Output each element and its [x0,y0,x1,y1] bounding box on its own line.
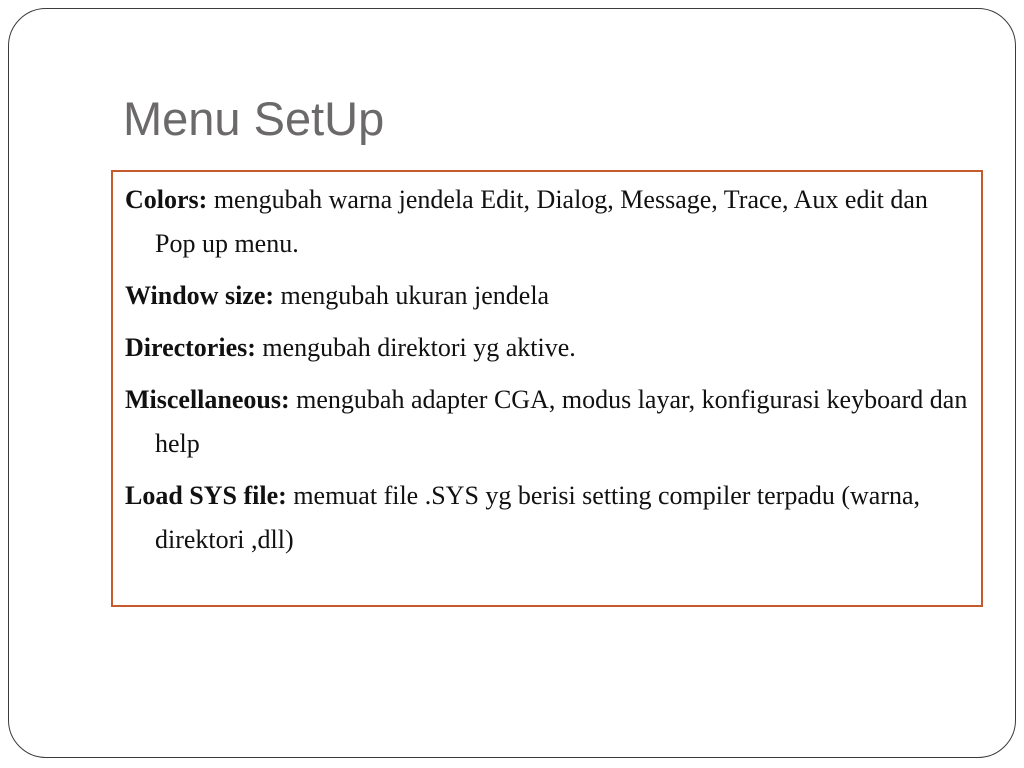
content-box [111,170,983,607]
item-term: Miscellaneous: [125,385,290,414]
item-description: mengubah adapter CGA, modus layar, konfigurasi keyboard dan help [155,385,968,458]
item-description: memuat file .SYS yg berisi setting compiler terpadu (warna, direktori ,dll) [155,481,921,554]
item-term: Load SYS file: [125,481,287,510]
item-description: mengubah direktori yg aktive. [255,333,576,362]
item-description: mengubah warna jendela Edit, Dialog, Message, Trace, Aux edit dan Pop up menu. [155,185,928,258]
item-miscellaneous [125,378,969,466]
item-term: Window size: [125,281,275,310]
item-description: mengubah ukuran jendela [274,281,550,310]
item-colors [125,178,969,266]
item-directories [125,326,969,370]
slide-title: Menu SetUp [123,92,385,145]
item-term: Colors: [125,185,208,214]
item-term: Directories: [125,333,256,362]
item-window-size [125,274,969,318]
slide-frame [8,8,1016,758]
item-load-sys-file [125,474,969,562]
